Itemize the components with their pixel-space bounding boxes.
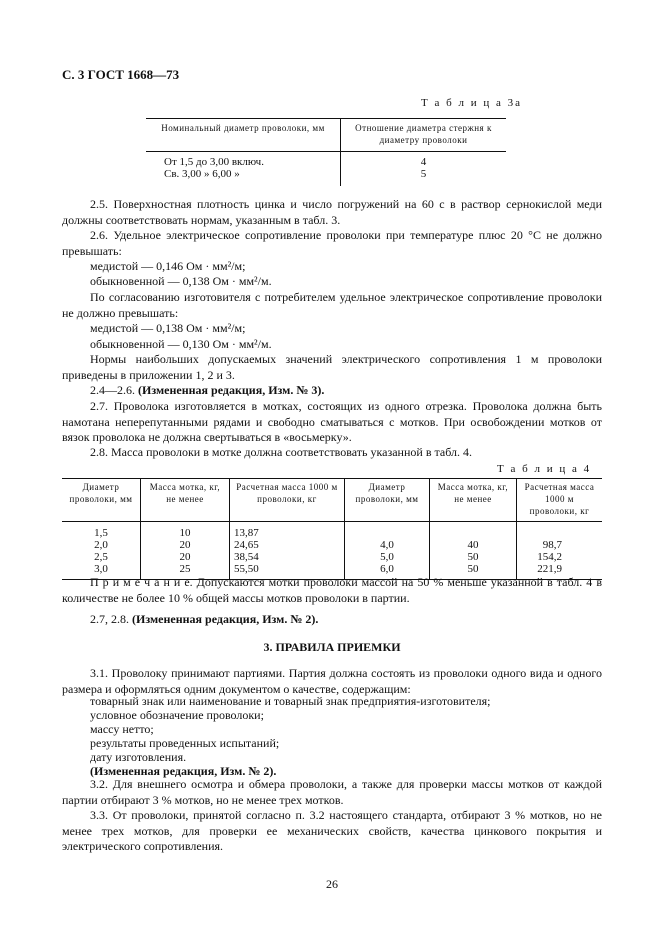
table-cell: 55,50: [230, 563, 345, 580]
table-3a-header-ratio: Отношение диаметра стержня к диаметру проволоки: [341, 119, 507, 152]
page-number: 26: [326, 877, 338, 891]
note-text: Допускаются мотки проволоки массой на 50 % меньше указанной в табл. 4 в количестве не более 10 % общей массы мотков проволоки в партии.: [62, 575, 602, 605]
amendment-3-1: (Измененная редакция, Изм. № 2).: [90, 764, 277, 778]
table-cell: 98,7: [542, 539, 562, 551]
paragraph-2-6-c: По согласованию изготовителя с потребителем удельное электрическое сопротивление проволоки не должно превышать:: [62, 290, 602, 320]
amendment-number: 2.7, 2.8.: [90, 612, 129, 626]
section-3-heading: 3. ПРАВИЛА ПРИЕМКИ: [263, 640, 401, 654]
table-3a-header-diameter: Номинальный диаметр проволоки, мм: [146, 119, 341, 152]
amendment-number: 2.4—2.6.: [90, 383, 135, 397]
table-row: [146, 168, 506, 186]
table-4-caption: Т а б л и ц а 4: [497, 463, 592, 475]
table-row: [146, 152, 506, 169]
paragraph-3-1-e: дату изготовления.: [90, 750, 187, 764]
table-4-header: Диаметр проволоки, мм: [62, 479, 141, 522]
table-row: [62, 539, 602, 551]
table-cell: 2,0: [62, 539, 141, 551]
amendment-2-4-2-6: [90, 383, 324, 399]
table-4-note: [62, 575, 602, 606]
table-cell: [517, 522, 603, 540]
table-cell: 50: [430, 551, 517, 563]
table-cell: 154,2: [537, 551, 562, 563]
paragraph-2-6-d: медистой — 0,138 Ом · мм²/м;: [90, 321, 246, 335]
table-cell: 13,87: [230, 522, 345, 540]
table-cell: От 1,5 до 3,00 включ.: [146, 152, 341, 169]
table-cell: 38,54: [230, 551, 345, 563]
paragraph-2-7: 2.7. Проволока изготовляется в мотках, состоящих из одного отрезка. Проволока должна быть намотана неперепутанными рядами и свободно сматываться с мотков. При освобождении мотков от вязок проволока не должна свертываться в «восьмерку».: [62, 399, 602, 444]
paragraph-2-5: 2.5. Поверхностная плотность цинка и число погружений на 60 с в раствор сернокислой меди должны соответствовать нормам, указанным в табл. 3.: [62, 197, 602, 227]
table-cell: 24,65: [230, 539, 345, 551]
paragraph-2-6-b: обыкновенной — 0,138 Ом · мм²/м.: [90, 274, 272, 288]
table-cell: [345, 522, 430, 540]
amendment-text: (Измененная редакция, Изм. № 2).: [132, 612, 319, 626]
table-4-header: Масса мотка, кг, не менее: [141, 479, 230, 522]
paragraph-3-1-d: результаты проведенных испытаний;: [90, 736, 280, 750]
paragraph-3-1-a: товарный знак или наименование и товарный знак предприятия-изготовителя;: [90, 694, 491, 708]
table-cell: 2,5: [62, 551, 141, 563]
table-cell: 5: [420, 168, 427, 180]
paragraph-3-1: 3.1. Проволоку принимают партиями. Партия должна состоять из проволоки одного вида и одного размера и оформляться одним документом о качестве, содержащим:: [62, 666, 602, 696]
table-cell: 6,0: [345, 563, 430, 580]
paragraph-3-1-b: условное обозначение проволоки;: [90, 708, 264, 722]
table-4-header: Расчетная масса 1000 м проволоки, кг: [517, 479, 603, 522]
table-4: [62, 478, 602, 580]
table-3a-caption: Т а б л и ц а 3а: [421, 97, 522, 109]
table-cell: [430, 522, 517, 540]
paragraph-3-3: 3.3. От проволоки, принятой согласно п. 3.2 настоящего стандарта, отбирают 3 % мотков, но не менее трех мотков, для проверки ее механических свойств, качества цинкового покрытия и электрического сопротивления.: [62, 808, 602, 853]
table-cell: 5,0: [345, 551, 430, 563]
note-label: П р и м е ч а н и е.: [90, 575, 193, 589]
table-row: [62, 551, 602, 563]
paragraph-3-1-c: массу нетто;: [90, 722, 154, 736]
table-cell: 221,9: [517, 563, 603, 580]
table-cell: Св. 3,00 » 6,00 »: [146, 168, 341, 186]
table-4-header: Расчетная масса 1000 м проволоки, кг: [230, 479, 345, 522]
table-cell: 25: [141, 563, 230, 580]
amendment-text: (Измененная редакция, Изм. № 3).: [138, 383, 325, 397]
paragraph-2-6-a: медистой — 0,146 Ом · мм²/м;: [90, 259, 246, 273]
paragraph-3-2: 3.2. Для внешнего осмотра и обмера проволоки, а также для проверки массы мотков от каждой партии отбирают 3 % мотков, но не менее трех мотков.: [62, 777, 602, 807]
paragraph-2-6-e: обыкновенной — 0,130 Ом · мм²/м.: [90, 337, 272, 351]
paragraph-2-6: 2.6. Удельное электрическое сопротивление проволоки при температуре плюс 20 °С не должно превышать:: [62, 228, 602, 258]
table-cell: 3,0: [62, 563, 141, 580]
table-cell: 20: [141, 551, 230, 563]
table-3a: [146, 118, 506, 186]
table-cell: 40: [430, 539, 517, 551]
table-cell: 10: [141, 522, 230, 540]
table-cell: 4: [420, 156, 427, 168]
table-cell: 50: [430, 563, 517, 580]
table-row: [62, 522, 602, 540]
amendment-2-7-2-8: [90, 612, 318, 628]
table-cell: 4,0: [345, 539, 430, 551]
table-4-header: Масса мотка, кг, не менее: [430, 479, 517, 522]
paragraph-2-6-f: Нормы наибольших допускаемых значений электрического сопротивления 1 м проволоки приведены в приложении 1, 2 и 3.: [62, 352, 602, 382]
table-cell: 20: [141, 539, 230, 551]
paragraph-2-8: 2.8. Масса проволоки в мотке должна соответствовать указанной в табл. 4.: [90, 445, 472, 459]
table-cell: 1,5: [62, 522, 141, 540]
page-header: С. 3 ГОСТ 1668—73: [62, 67, 180, 82]
table-4-header: Диаметр проволоки, мм: [345, 479, 430, 522]
